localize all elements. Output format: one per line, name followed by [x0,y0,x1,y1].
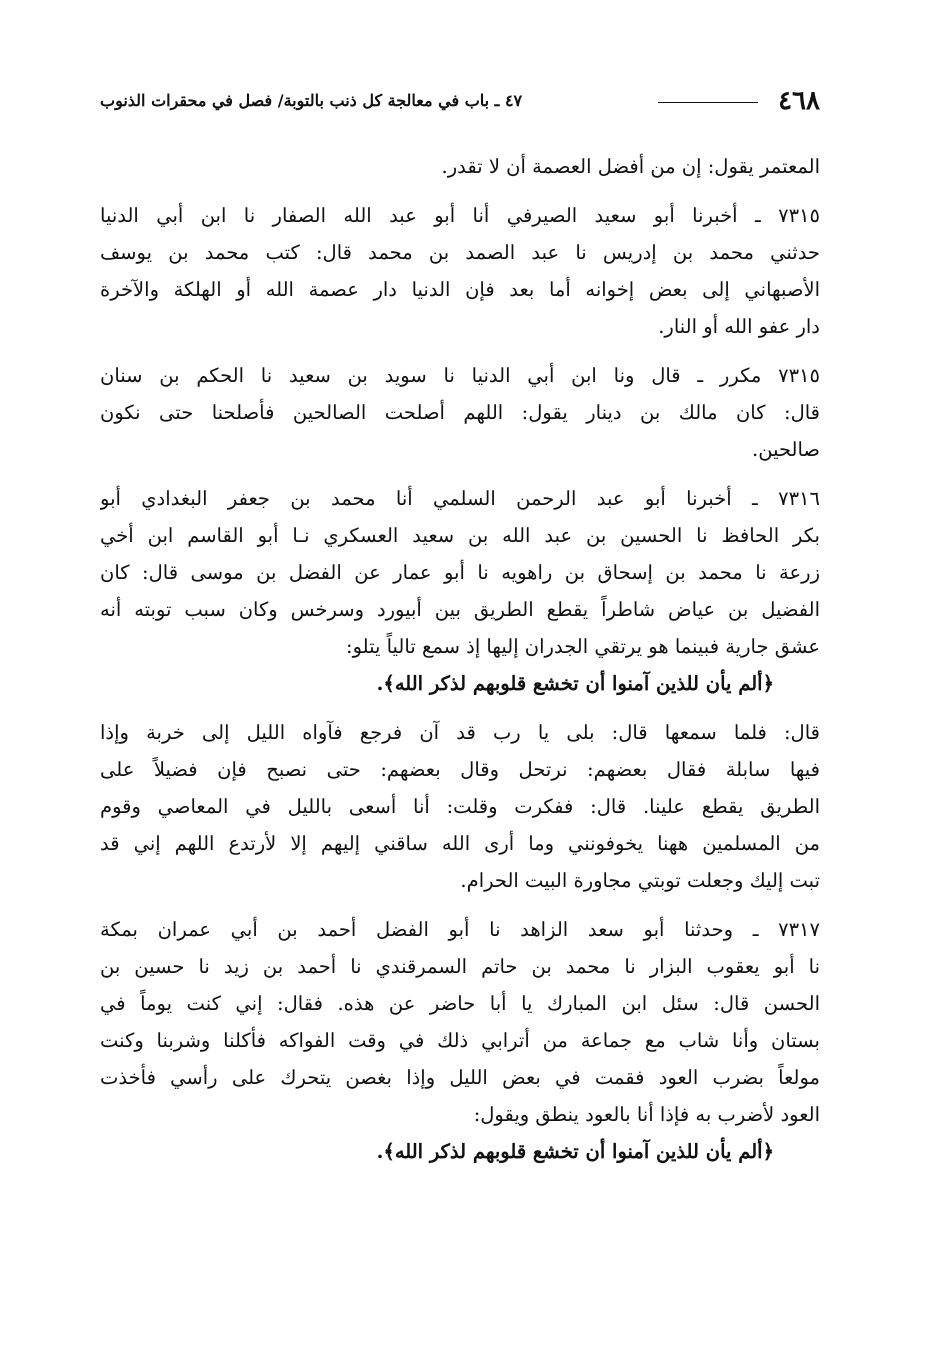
quran-verse: ﴿ألم يأن للذين آمنوا أن تخشع قلوبهم لذكر الله﴾. [376,672,774,695]
text-line: ٧٣١٦ ـ أخبرنا أبو عبد الرحمن السلمي أنا محمد بن جعفر البغدادي أبو [100,487,820,510]
text-line: عشق جارية فبينما هو يرتقي الجدران إليها إذ سمع تالياً يتلو: [346,635,820,658]
page-number: ٤٦٨ [778,86,820,116]
paragraph [100,911,820,1170]
quran-verse: ﴿ألم يأن للذين آمنوا أن تخشع قلوبهم لذكر الله﴾. [376,1140,774,1163]
paragraph [100,714,820,899]
paragraph-gap [100,899,820,911]
paragraph-gap [100,185,820,197]
text-line: العود لأضرب به فإذا أنا بالعود ينطق ويقول: [473,1103,820,1126]
text-line: دار عفو الله أو النار. [658,315,820,338]
page-header [100,84,820,120]
paragraph [100,480,820,702]
text-line: المعتمر يقول: إن من أفضل العصمة أن لا تقدر. [441,155,820,178]
paragraph [100,197,820,345]
running-title: ٤٧ ـ باب في معالجة كل ذنب بالتوبة/ فصل في محقرات الذنوب [100,91,523,110]
text-line: ٧٣١٧ ـ وحدثنا أبو سعد الزاهد نا أبو الفضل أحمد بن أبي عمران بمكة [100,918,820,941]
text-line: الفضيل بن عياض شاطراً يقطع الطريق بين أبيورد وسرخس وكان سبب توبته أنه [100,598,820,621]
paragraph-gap [100,468,820,480]
paragraph-gap [100,702,820,714]
text-line: نا أبو يعقوب البزار نا محمد بن حاتم السمرقندي نا أحمد بن زيد نا حسين بن [100,955,820,978]
text-line: مولعاً بضرب العود فقمت في بعض الليل وإذا بغصن يتحرك على رأسي فأخذت [100,1066,820,1089]
text-line: قال: فلما سمعها قال: بلى يا رب قد آن فرجع فآواه الليل إلى خربة وإذا [100,721,820,744]
text-line: حدثني محمد بن إدريس نا عبد الصمد بن محمد قال: كتب محمد بن يوسف [100,241,820,264]
header-rule [658,102,758,103]
text-line: الأصبهاني إلى بعض إخوانه أما بعد فإن الدنيا دار عصمة الله أو الهلكة والآخرة [100,278,820,301]
text-line: قال: كان مالك بن دينار يقول: اللهم أصلحت الصالحين فأصلحنا حتى نكون [100,401,820,424]
text-line: الطريق يقطع علينا. قال: ففكرت وقلت: أنا أسعى بالليل في المعاصي وقوم [100,795,820,818]
text-line: بكر الحافظ نا الحسين بن عبد الله بن سعيد العسكري نـا أبو القاسم ابن أخي [100,524,820,547]
page-body [100,148,820,1170]
paragraph [100,357,820,468]
text-line: ٧٣١٥ مكرر ـ قال ونا ابن أبي الدنيا نا سويد بن سعيد نا الحكم بن سنان [100,364,820,387]
text-line: زرعة نا محمد بن إسحاق بن راهويه نا أبو عمار عن الفضل بن موسى قال: كان [100,561,820,584]
text-line: ٧٣١٥ ـ أخبرنا أبو سعيد الصيرفي أنا أبو عبد الله الصفار نا ابن أبي الدنيا [100,204,820,227]
paragraph-gap [100,345,820,357]
text-line: الحسن قال: سئل ابن المبارك يا أبا حاضر عن هذه. فقال: إني كنت يوماً في [100,992,820,1015]
text-line: تبت إليك وجعلت توبتي مجاورة البيت الحرام. [460,869,820,892]
text-line: من المسلمين ههنا يخوفونني وما أرى الله ساقني إليهم إلا لأرتدع اللهم إني قد [100,832,820,855]
paragraph [100,148,820,185]
text-line: بستان وأنا شاب مع جماعة من أترابي ذلك في وقت الفواكه فأكلنا وشربنا وكنت [100,1029,820,1052]
text-line: فيها سابلة فقال بعضهم: نرتحل وقال بعضهم: حتى نصبح فإن فضيلاً على [100,758,820,781]
text-line: صالحين. [752,438,820,461]
